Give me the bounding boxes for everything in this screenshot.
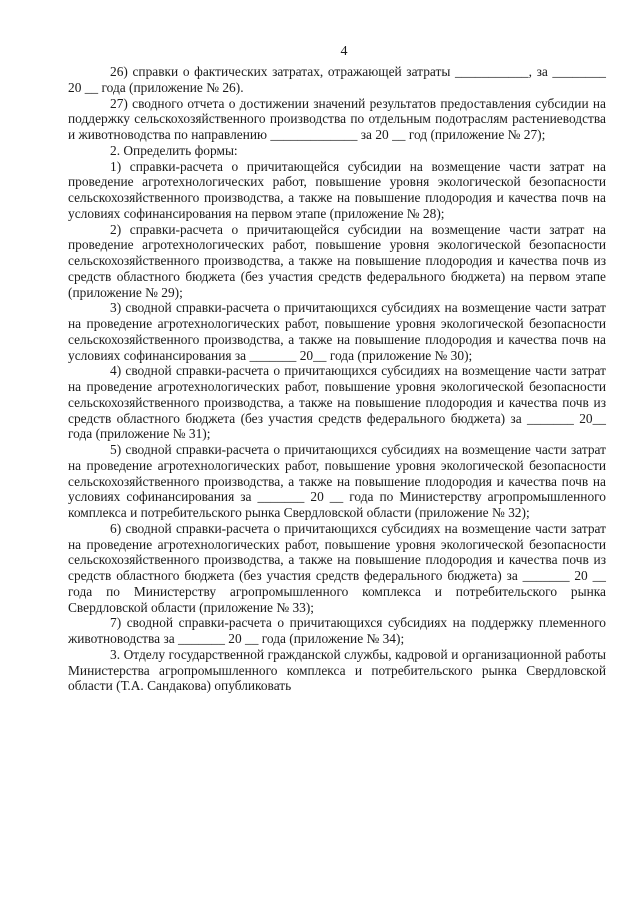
paragraph-form-6: 6) сводной справки-расчета о причитающихся субсидиях на возмещение части затрат на проведение агротехнологических работ, повышение уровня экологической безопасности сельскохозяйственного производства, а также на повышение плодородия и качества почв из средств областного бюджета (без участия средств федерального бюджета) за _______ 20 __ года по Министерству агропромышленного комплекса и потребительского рынка Свердловской области (приложение № 33); <box>68 520 606 615</box>
paragraph-form-4: 4) сводной справки-расчета о причитающихся субсидиях на возмещение части затрат на проведение агротехнологических работ, повышение уровня экологической безопасности сельскохозяйственного производства, а также на повышение плодородия и качества почв из средств областного бюджета (без участия средств федерального бюджета) за _______ 20__ года (приложение № 31); <box>68 363 606 442</box>
paragraph-form-2: 2) справки-расчета о причитающейся субсидии на возмещение части затрат на проведение агротехнологических работ, повышение уровня экологической безопасности сельскохозяйственного производства, а также на повышение плодородия и качества почв из средств областного бюджета (без участия средств федерального бюджета) на первом этапе (приложение № 29); <box>68 221 606 300</box>
paragraph-form-1: 1) справки-расчета о причитающейся субсидии на возмещение части затрат на проведение агротехнологических работ, повышение уровня экологической безопасности сельскохозяйственного производства, а также на повышение плодородия и качества почв на условиях софинансирования на первом этапе (приложение № 28); <box>68 158 606 221</box>
paragraph-item-27: 27) сводного отчета о достижении значений результатов предоставления субсидии на поддержку сельскохозяйственного производства по отдельным подотраслям растениеводства и животноводства по направлению _____________ за 20 __ год (приложение № 27); <box>68 95 606 142</box>
document-body <box>68 64 606 694</box>
paragraph-item-26: 26) справки о фактических затратах, отражающей затраты ___________, за ________ 20 __ года (приложение № 26). <box>68 64 606 95</box>
paragraph-define-forms: 2. Определить формы: <box>110 142 238 158</box>
paragraph-form-7: 7) сводной справки-расчета о причитающихся субсидиях на поддержку племенного животноводства за _______ 20 __ года (приложение № 34); <box>68 615 606 646</box>
paragraph-publish: 3. Отделу государственной гражданской службы, кадровой и организационной работы Министерства агропромышленного комплекса и потребительского рынка Свердловской области (Т.А. Сандакова) опубликовать <box>68 646 606 694</box>
paragraph-form-5: 5) сводной справки-расчета о причитающихся субсидиях на возмещение части затрат на проведение агротехнологических работ, повышение уровня экологической безопасности сельскохозяйственного производства, а также на повышение плодородия и качества почв на условиях софинансирования за _______ 20 __ года по Министерству агропромышленного комплекса и потребительского рынка Свердловской области (приложение № 32); <box>68 442 606 520</box>
page-number: 4 <box>340 44 348 59</box>
paragraph-form-3: 3) сводной справки-расчета о причитающихся субсидиях на возмещение части затрат на проведение агротехнологических работ, повышение уровня экологической безопасности сельскохозяйственного производства, а также на повышение плодородия и качества почв на условиях софинансирования за _______ 20__ года (приложение № 30); <box>68 300 606 363</box>
